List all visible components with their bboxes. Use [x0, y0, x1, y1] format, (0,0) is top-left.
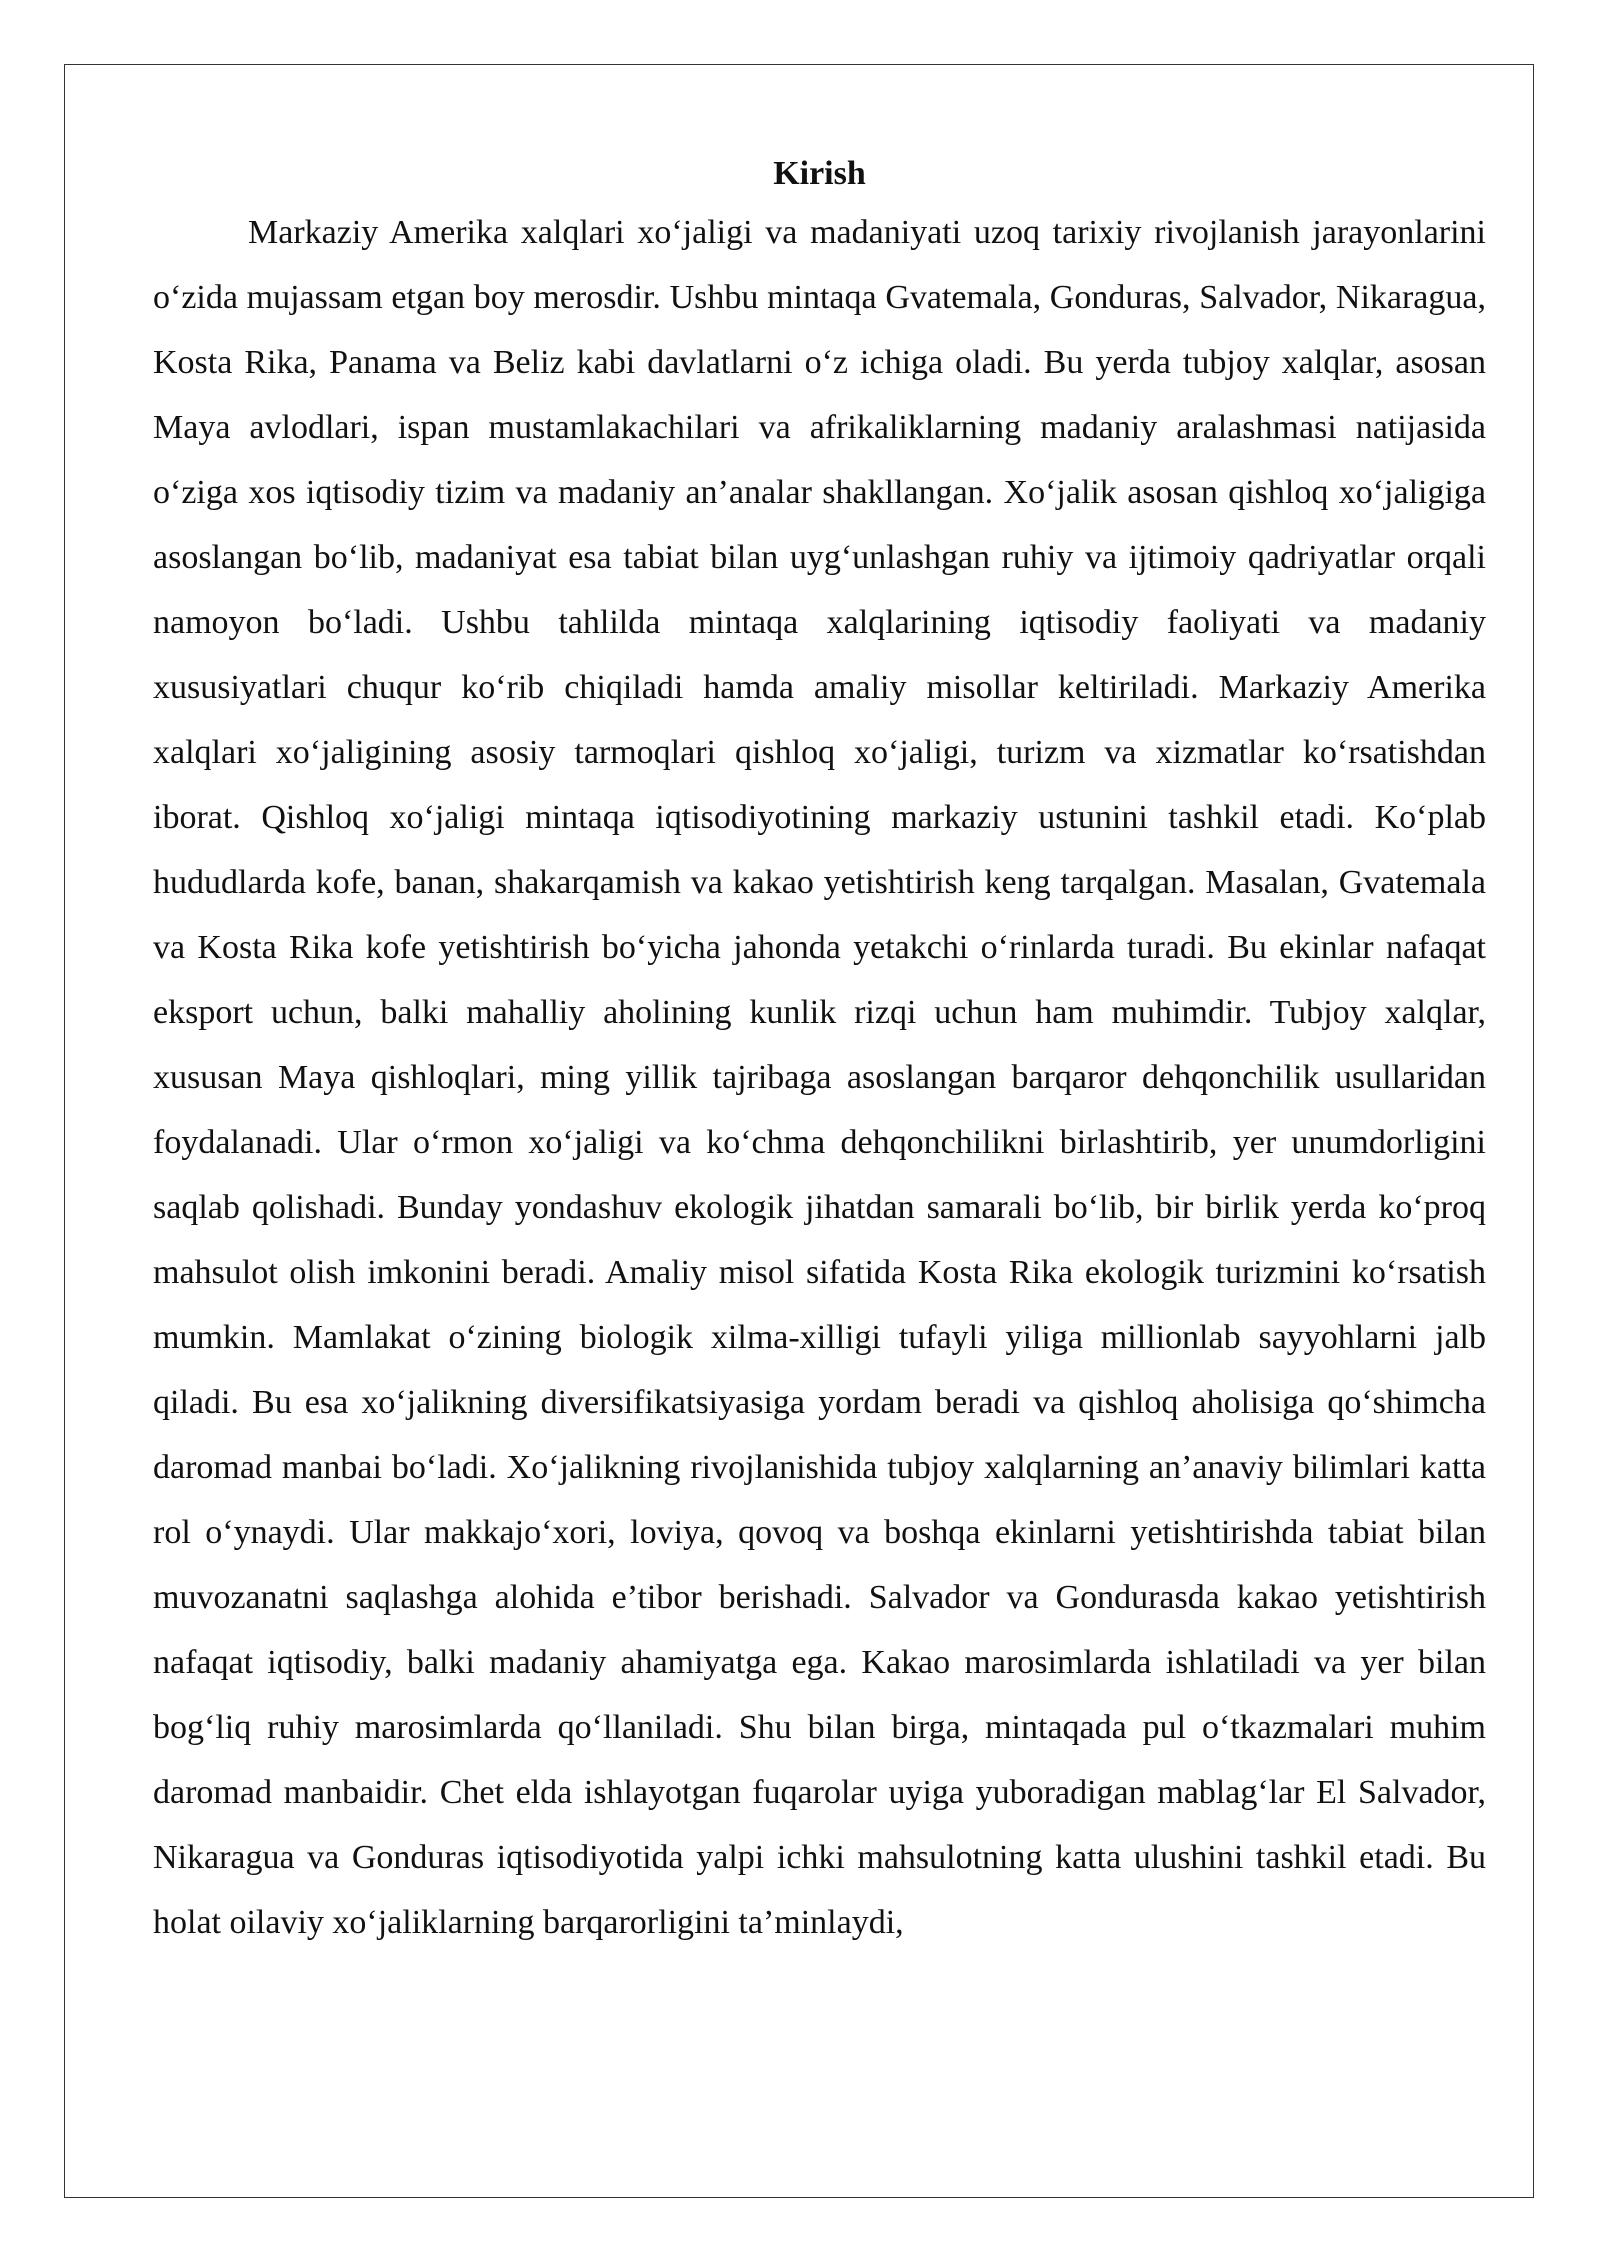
- document-title: Kirish: [773, 155, 866, 192]
- body-paragraph: Markaziy Amerika xalqlari xo‘jaligi va madaniyati uzoq tarixiy rivojlanish jarayonlarini o‘zida mujassam etgan boy merosdir. Ushbu mintaqa Gvatemala, Gonduras, Salvador, Nikaragua, Kosta Rika, Panama va Beliz kabi davlatlarni o‘z ichiga oladi. Bu yerda tubjoy xalqlar, asosan Maya avlodlari, ispan mustamlakachilari va afrikaliklarning madaniy aralashmasi natijasida o‘ziga xos iqtisodiy tizim va madaniy an’analar shakllangan. Xo‘jalik asosan qishloq xo‘jaligiga asoslangan bo‘lib, madaniyat esa tabiat bilan uyg‘unlashgan ruhiy va ijtimoiy qadriyatlar orqali namoyon bo‘ladi. Ushbu tahlilda mintaqa xalqlarining iqtisodiy faoliyati va madaniy xususiyatlari chuqur ko‘rib chiqiladi hamda amaliy misollar keltiriladi. Markaziy Amerika xalqlari xo‘jaligining asosiy tarmoqlari qishloq xo‘jaligi, turizm va xizmatlar ko‘rsatishdan iborat. Qishloq xo‘jaligi mintaqa iqtisodiyotining markaziy ustunini tashkil etadi. Ko‘plab hududlarda kofe, banan, shakarqamish va kakao yetishtirish keng tarqalgan. Masalan, Gvatemala va Kosta Rika kofe yetishtirish bo‘yicha jahonda yetakchi o‘rinlarda turadi. Bu ekinlar nafaqat eksport uchun, balki mahalliy aholining kunlik rizqi uchun ham muhimdir. Tubjoy xalqlar, xususan Maya qishloqlari, ming yillik tajribaga asoslangan barqaror dehqonchilik usullaridan foydalanadi. Ular o‘rmon xo‘jaligi va ko‘chma dehqonchilikni birlashtirib, yer unumdorligini saqlab qolishadi. Bunday yondashuv ekologik jihatdan samarali bo‘lib, bir birlik yerda ko‘proq mahsulot olish imkonini beradi. Amaliy misol sifatida Kosta Rika ekologik turizmini ko‘rsatish mumkin. Mamlakat o‘zining biologik xilma-xilligi tufayli yiliga millionlab sayyohlarni jalb qiladi. Bu esa xo‘jalikning diversifikatsiyasiga yordam beradi va qishloq aholisiga qo‘shimcha daromad manbai bo‘ladi. Xo‘jalikning rivojlanishida tubjoy xalqlarning an’anaviy bilimlari katta rol o‘ynaydi. Ular makkajo‘xori, loviya, qovoq va boshqa ekinlarni yetishtirishda tabiat bilan muvozanatni saqlashga alohida e’tibor berishadi. Salvador va Gondurasda kakao yetishtirish nafaqat iqtisodiy, balki madaniy ahamiyatga ega. Kakao marosimlarda ishlatiladi va yer bilan bog‘liq ruhiy marosimlarda qo‘llaniladi. Shu bilan birga, mintaqada pul o‘tkazmalari muhim daromad manbaidir. Chet elda ishlayotgan fuqarolar uyiga yuboradigan mablag‘lar El Salvador, Nikaragua va Gonduras iqtisodiyotida yalpi ichki mahsulotning katta ulushini tashkil etadi. Bu holat oilaviy xo‘jaliklarning barqarorligini ta’minlaydi,: [153, 214, 1486, 1941]
- document-content: [153, 148, 1486, 1955]
